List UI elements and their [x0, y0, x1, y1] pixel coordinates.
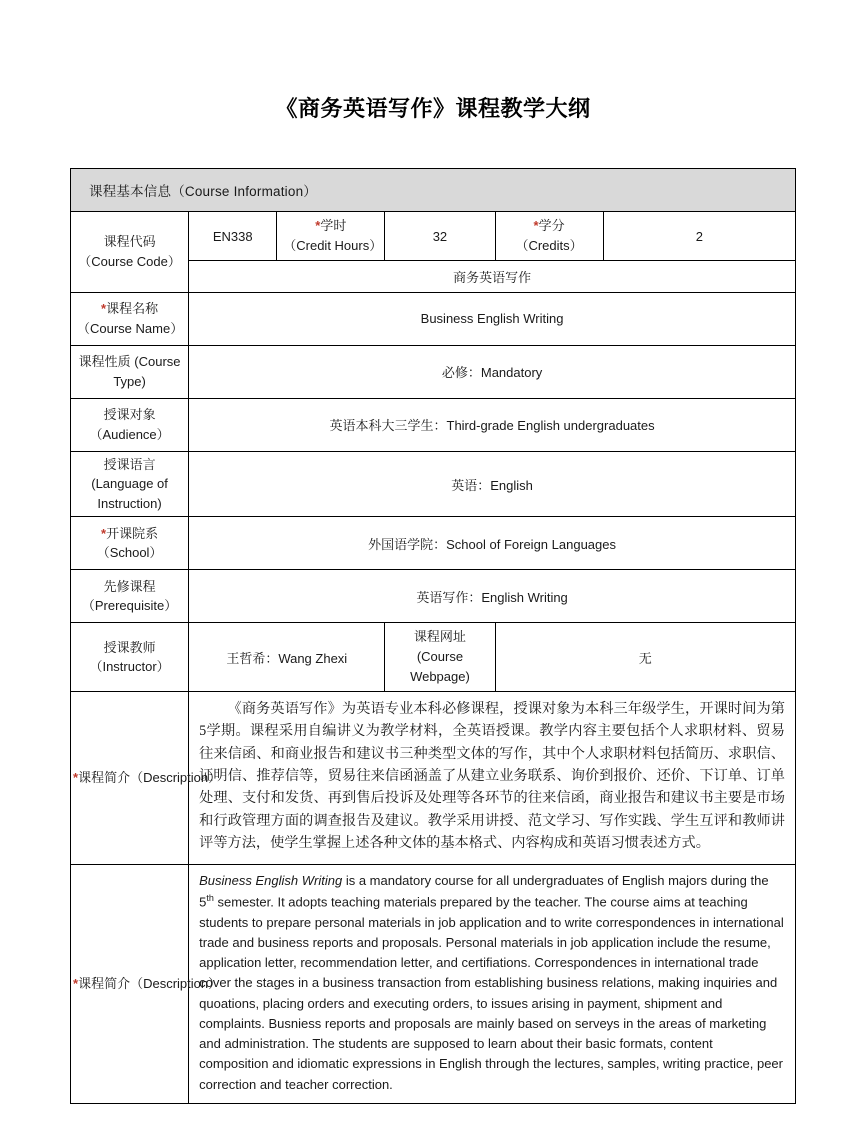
label-course-name-en: （Course Name）: [77, 320, 184, 336]
description-english-course-title: Business English Writing: [199, 872, 343, 888]
label-school-cn: *开课院系: [101, 525, 159, 541]
required-star-icon: *: [315, 218, 321, 234]
label-credit-hours: [277, 212, 385, 261]
label-course-code: [71, 212, 189, 293]
label-prerequisite-en: （Prerequisite）: [81, 598, 178, 614]
label-course-name-cn: *课程名称: [101, 301, 159, 317]
table-row-language: [71, 451, 796, 517]
label-audience: [71, 398, 189, 451]
table-row-audience: [71, 398, 796, 451]
label-description-en-1: （Description）: [130, 769, 222, 785]
label-instructor-en: （Instructor）: [89, 659, 170, 675]
value-course-webpage: 无: [495, 623, 796, 691]
value-language: 英语：English: [189, 451, 796, 517]
table-row-prerequisite: [71, 570, 796, 623]
label-prerequisite: [71, 570, 189, 623]
label-course-code-cn: 课程代码: [103, 234, 156, 250]
description-english-part2: semester. It adopts teaching materials prepared by the teacher. The course aims at teaching students to prepare personal materials in job application and to write correspondences in international trade and business reports and proposals. Personal materials in job application include the resume, application letter, recommendation letter, and certifiations. Correspondences in international trade cover the stages in a business transaction from establishing business relations, making inquiries and quoations, placing orders and executing orders, to issues arising in payment, shipment and complaints. Busniess reports and proposals are mainly based on serveys in the areas of marketing and administration. The students are supposed to learn about their basic formats, content composition and idiomatic expressions in English through the lectures, samples, writing practice, peer correction and teacher correction.: [199, 894, 784, 1092]
label-language-of-instruction: [71, 451, 189, 517]
value-school: 外国语学院：School of Foreign Languages: [189, 517, 796, 570]
label-description-cn-2: 课程简介: [78, 976, 131, 992]
label-credit-hours-en: （Credit Hours）: [283, 238, 383, 254]
label-course-code-en: （Course Code）: [78, 254, 181, 270]
label-course-webpage: [385, 623, 495, 691]
value-course-name-cn: 商务英语写作: [189, 260, 796, 292]
value-prerequisite: 英语写作：English Writing: [189, 570, 796, 623]
value-course-type: 必修：Mandatory: [189, 345, 796, 398]
table-row-description-english: [71, 864, 796, 1103]
description-english-part1: is a mandatory course for all undergraduates of English majors during the 5: [199, 872, 769, 910]
label-credits: [495, 212, 603, 261]
label-course-type-cn: 课程性质: [78, 354, 131, 370]
required-star-icon: *: [101, 525, 107, 541]
required-star-icon: *: [73, 769, 79, 785]
label-description-en-2: （Description）: [130, 976, 222, 992]
label-course-name: [71, 292, 189, 345]
label-language-en: (Language of Instruction): [91, 476, 168, 511]
value-credit-hours: 32: [385, 212, 495, 261]
section-heading-course-information: 课程基本信息（Course Information）: [71, 169, 796, 212]
required-star-icon: *: [101, 301, 107, 317]
label-course-webpage-en: (Course Webpage): [410, 649, 470, 684]
label-prerequisite-cn: 先修课程: [103, 578, 156, 594]
value-instructor: 王哲希：Wang Zhexi: [189, 623, 385, 691]
label-credit-hours-cn: *学时: [315, 218, 347, 234]
course-information-table: [70, 168, 796, 1104]
label-course-type: [71, 345, 189, 398]
table-row-instructor-webpage: [71, 623, 796, 691]
label-school: [71, 517, 189, 570]
table-row-code-hours-credits: [71, 212, 796, 261]
description-english-body: [189, 864, 796, 1103]
table-row-description-chinese: [71, 691, 796, 864]
label-credits-cn: *学分: [533, 218, 565, 234]
description-english-ordinal-suffix: th: [206, 892, 214, 903]
label-instructor-cn: 授课教师: [103, 639, 156, 655]
table-row-course-name-en: [71, 292, 796, 345]
page-title: 《商务英语写作》课程教学大纲: [275, 96, 591, 121]
label-course-webpage-cn: 课程网址: [413, 629, 466, 645]
label-description-cn-1: 课程简介: [78, 769, 131, 785]
label-description-chinese: [71, 691, 222, 864]
table-row-school: [71, 517, 796, 570]
table-row-course-type: [71, 345, 796, 398]
label-audience-en: （Audience）: [89, 426, 170, 442]
required-star-icon: *: [533, 218, 539, 234]
label-school-en: （School）: [96, 545, 163, 561]
value-credits: 2: [603, 212, 795, 261]
label-audience-cn: 授课对象: [103, 407, 156, 423]
label-language-cn: 授课语言: [103, 456, 156, 472]
description-chinese-text: 《商务英语写作》为英语专业本科必修课程，授课对象为本科三年级学生，开课时间为第5学期。课程采用自编讲义为教学材料，全英语授课。教学内容主要包括个人求职材料、贸易往来信函、和商业报告和建议书三种类型文体的写作，其中个人求职材料包括简历、求职信、证明信、推荐信等，贸易往来信函涵盖了从建立业务联系、询价到报价、还价、下订单、订单处理、支付和发货、再到售后投诉及处理等各环节的往来信函，商业报告和建议书主要是市场和行政管理方面的调查报告及建议。教学采用讲授、范文学习、写作实践、学生互评和教师讲评等方法，使学生掌握上述各种文体的基本格式、内容构成和英语习惯表述方式。: [199, 700, 785, 852]
label-credits-en: （Credits）: [515, 238, 583, 254]
table-row-section-heading: [71, 169, 796, 212]
value-course-code: EN338: [189, 212, 277, 261]
label-course-type-en: (Course Type): [113, 354, 181, 389]
description-chinese-body: [189, 691, 796, 864]
description-english-text: [199, 871, 785, 1095]
value-audience: 英语本科大三学生：Third-grade English undergraduates: [189, 398, 796, 451]
label-instructor: [71, 623, 189, 691]
value-course-name-en: Business English Writing: [189, 292, 796, 345]
required-star-icon: *: [73, 976, 79, 992]
